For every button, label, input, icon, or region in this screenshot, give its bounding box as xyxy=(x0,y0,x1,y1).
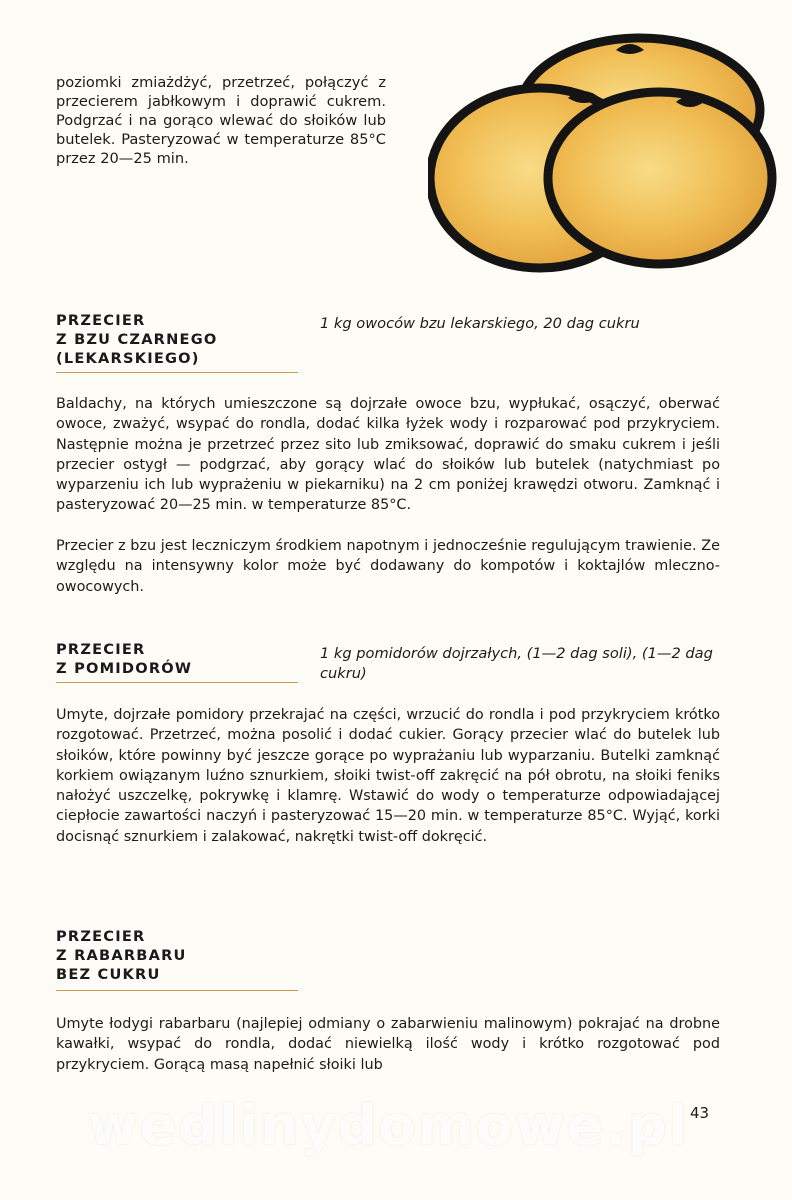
title-line: (LEKARSKIEGO) xyxy=(56,350,200,367)
title-underline xyxy=(56,682,298,683)
title-line: Z RABARBARU xyxy=(56,947,187,964)
recipe-body-elderberry: Baldachy, na których umieszczone są dojrzałe owoce bzu, wypłukać, osączyć, oberwać owoce, zważyć, wsypać do rondla, dodać kilka łyżek wody i rozparować pod przykryciem. Następnie można je przetrzeć przez sito lub zmiksować, doprawić do smaku cukrem i jeśli przecier ostygł — podgrzać, aby gorący wlać do słoików lub butelek (natychmiast po wyparzeniu ich lub wyprażeniu w piekarniku) na 2 cm poniżej krawędzi otworu. Zamknąć i pasteryzować 20—25 min. w temperaturze 85°C. xyxy=(56,396,720,514)
title-underline xyxy=(56,372,298,373)
recipe-body-rhubarb: Umyte łodygi rabarbaru (najlepiej odmiany o zabarwieniu malinowym) pokrajać na drobne kawałki, wsypać do rondla, dodać niewielką ilość wody i krótko rozgotować pod przykryciem. Gorącą masą napełnić słoiki lub xyxy=(56,1016,720,1073)
title-line: BEZ CUKRU xyxy=(56,966,161,983)
title-line: Z POMIDORÓW xyxy=(56,660,193,677)
ingredients-elderberry: 1 kg owoców bzu lekarskiego, 20 dag cukru xyxy=(320,315,640,332)
quince-fruits-illustration xyxy=(428,28,778,274)
title-line: Z BZU CZARNEGO xyxy=(56,331,218,348)
fruit-right xyxy=(548,92,772,264)
recipe-title-tomato xyxy=(56,640,192,678)
site-watermark: wedlinydomowe.pl xyxy=(88,1094,690,1157)
title-underline xyxy=(56,990,298,991)
page-number: 43 xyxy=(690,1104,710,1122)
recipe-body-tomato: Umyte, dojrzałe pomidory przekrajać na części, wrzucić do rondla i pod przykryciem krótko rozgotować. Przetrzeć, można posolić i dodać cukier. Gorący przecier wlać do butelek lub słoików, które powinny być jeszcze gorące po wyprażaniu lub wyparzaniu. Butelki zamknąć korkiem owiązanym luźno sznurkiem, słoiki twist-off zakręcić na pół obrotu, na słoiki feniks nałożyć uszczelkę, pokrywkę i klamrę. Wstawić do wody o temperaturze odpowiadającej ciepłocie zawartości naczyń i pasteryzować 15—20 min. w temperaturze 85°C. Wyjąć, korki docisnąć sznurkiem i zalakować, nakrętki twist-off dokręcić. xyxy=(56,707,720,845)
title-line: PRZECIER xyxy=(56,928,146,945)
recipe-title-elderberry xyxy=(56,311,218,368)
recipe-title-rhubarb xyxy=(56,927,187,984)
title-line: PRZECIER xyxy=(56,641,146,658)
title-line: PRZECIER xyxy=(56,312,146,329)
recipe-note-elderberry: Przecier z bzu jest leczniczym środkiem napotnym i jednocześnie regulującym trawienie. Ze względu na intensywny kolor może być dodawany do kompotów i koktajlów mleczno-owocowych. xyxy=(56,538,720,595)
ingredients-tomato: 1 kg pomidorów dojrzałych, (1—2 dag soli), (1—2 dag cukru) xyxy=(320,645,713,682)
intro-paragraph: poziomki zmiażdżyć, przetrzeć, połączyć z przecierem jabłkowym i doprawić cukrem. Podgrzać i na gorąco wlewać do słoików lub butelek. Pasteryzować w temperaturze 85°C przez 20—25 min. xyxy=(56,74,386,167)
